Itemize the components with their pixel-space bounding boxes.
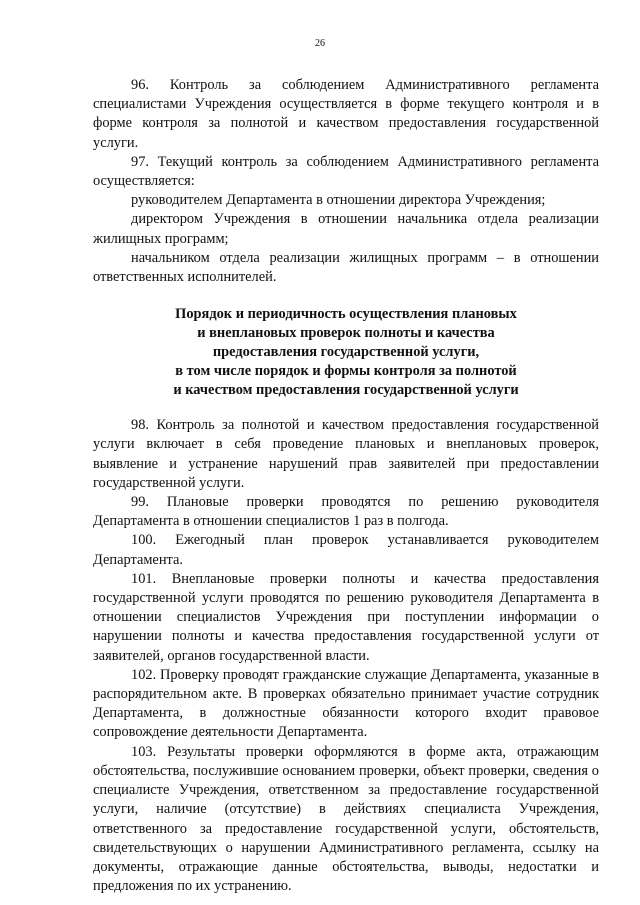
- section-before-heading: [93, 76, 599, 287]
- paragraph-97: 97. Текущий контроль за соблюдением Административного регламента осуществляется:: [93, 153, 599, 190]
- paragraph-102: 102. Проверку проводят гражданские служащие Департамента, указанные в распорядительном акте. В проверках обязательно принимает участие сотрудник Департамента, в должностные обязанности которого входит правовое сопровождение деятельности Департамента.: [93, 666, 599, 741]
- section-heading: [93, 305, 599, 400]
- paragraph-101: 101. Внеплановые проверки полноты и качества предоставления государственной услуги проводятся по решению руководителя Департамента в отношении специалистов Учреждения при поступлении информации о нарушении полноты и качества предоставления государственной услуги от заявителей, органов государственной власти.: [93, 570, 599, 664]
- section-after-heading: [93, 416, 599, 896]
- heading-line: Порядок и периодичность осуществления плановых: [175, 306, 517, 323]
- heading-line: и качеством предоставления государственной услуги: [173, 382, 519, 399]
- paragraph-98: 98. Контроль за полнотой и качеством предоставления государственной услуги включает в себя проведение плановых и внеплановых проверок, выявление и устранение нарушений прав заявителей при предоставлении государственной услуги.: [93, 417, 599, 491]
- paragraph-97-item-3: начальником отдела реализации жилищных программ – в отношении ответственных исполнителей.: [93, 249, 599, 286]
- paragraph-100: 100. Ежегодный план проверок устанавливается руководителем Департамента.: [93, 532, 599, 568]
- document-body: [93, 76, 599, 896]
- paragraph-103: 103. Результаты проверки оформляются в форме акта, отражающим обстоятельства, послужившие основанием проверки, объект проверки, сведения о специалисте Учреждения, ответственном за предоставление государственной услуги, наличие (отсутствие) в действиях специалиста Учреждения, ответственного за предоставление государственной услуги, обстоятельств, свидетельствующих о нарушении Административного регламента, ссылку на документы, отражающие данные обстоятельства, выводы, недостатки и предложения по их устранению.: [93, 743, 599, 895]
- heading-line: в том числе порядок и формы контроля за полнотой: [175, 363, 517, 380]
- page-number: 26: [315, 38, 325, 49]
- heading-line: предоставления государственной услуги,: [212, 344, 480, 361]
- paragraph-97-item-2: директором Учреждения в отношении начальника отдела реализации жилищных программ;: [93, 211, 599, 247]
- paragraph-99: 99. Плановые проверки проводятся по решению руководителя Департамента в отношении специалистов 1 раз в полгода.: [93, 494, 599, 530]
- paragraph-97-item-1: руководителем Департамента в отношении директора Учреждения;: [131, 192, 546, 209]
- paragraph-96: 96. Контроль за соблюдением Административного регламента специалистами Учреждения осуществляется в форме текущего контроля и в форме контроля за полнотой и качеством предоставления государственной услуги.: [93, 77, 599, 151]
- heading-line: и внеплановых проверок полноты и качества: [197, 325, 495, 342]
